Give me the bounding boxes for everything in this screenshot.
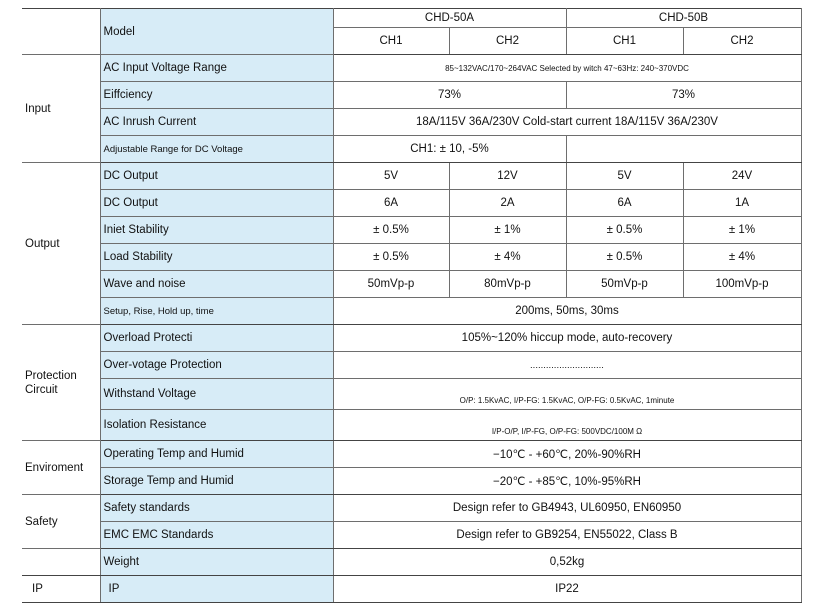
weight-value: 0,52kg [333,549,801,576]
load-stability-b-ch2: ± 4% [683,244,801,271]
setup-time-label: Setup, Rise, Hold up, time [100,298,333,325]
dc-output-voltage-a-ch2: 12V [449,163,566,190]
inrush-label: AC Inrush Current [100,109,333,136]
a-ch1-header: CH1 [333,28,449,55]
setup-time-value: 200ms, 50ms, 30ms [333,298,801,325]
overload-label: Overload Protecti [100,325,333,352]
model-b-header: CHD-50B [566,9,801,28]
inrush-value: 18A/115V 36A/230V Cold-start current 18A/115V 36A/230V [333,109,801,136]
adjustable-a-value: CH1: ± 10, -5% [333,136,566,163]
efficiency-b-value: 73% [566,82,801,109]
ac-input-voltage-value: 85~132VAC/170~264VAC Selected by witch 47~63Hz: 240~370VDC [333,55,801,82]
op-temp-label: Operating Temp and Humid [100,441,333,468]
dc-output-voltage-b-ch2: 24V [683,163,801,190]
a-ch2-header: CH2 [449,28,566,55]
section-environment: Enviroment [22,441,100,495]
wave-noise-b-ch1: 50mVp-p [566,271,683,298]
load-stability-b-ch1: ± 0.5% [566,244,683,271]
storage-temp-label: Storage Temp and Humid [100,468,333,495]
overvoltage-value: ............................ [333,352,801,379]
section-ip: IP [22,576,100,603]
adjustable-label: Adjustable Range for DC Voltage [100,136,333,163]
section-output: Output [22,163,100,325]
line-stability-b-ch1: ± 0.5% [566,217,683,244]
wave-noise-b-ch2: 100mVp-p [683,271,801,298]
b-ch2-header: CH2 [683,28,801,55]
weight-blank-cell [22,549,100,576]
safety-std-label: Safety standards [100,495,333,522]
adjustable-b-value [566,136,801,163]
isolation-label: Isolation Resistance [100,410,333,441]
dc-output-voltage-b-ch1: 5V [566,163,683,190]
section-input: Input [22,55,100,163]
line-stability-a-ch2: ± 1% [449,217,566,244]
overload-value: 105%~120% hiccup mode, auto-recovery [333,325,801,352]
section-protection: Protection Circuit [22,325,100,441]
dc-output-current-label: DC Output [100,190,333,217]
withstand-value: O/P: 1.5KvAC, I/P-FG: 1.5KvAC, O/P-FG: 0.5KvAC, 1minute [333,379,801,410]
dc-output-current-b-ch2: 1A [683,190,801,217]
emc-std-label: EMC EMC Standards [100,522,333,549]
efficiency-a-value: 73% [333,82,566,109]
load-stability-a-ch1: ± 0.5% [333,244,449,271]
model-a-header: CHD-50A [333,9,566,28]
safety-std-value: Design refer to GB4943, UL60950, EN60950 [333,495,801,522]
load-stability-label: Load Stability [100,244,333,271]
dc-output-current-a-ch1: 6A [333,190,449,217]
section-safety: Safety [22,495,100,549]
efficiency-label: Eiffciency [100,82,333,109]
wave-noise-a-ch1: 50mVp-p [333,271,449,298]
ac-input-voltage-label: AC Input Voltage Range [100,55,333,82]
spec-table [22,8,802,603]
line-stability-label: Iniet Stability [100,217,333,244]
withstand-label: Withstand Voltage [100,379,333,410]
weight-label: Weight [100,549,333,576]
storage-temp-value: −20℃ - +85℃, 10%-95%RH [333,468,801,495]
op-temp-value: −10℃ - +60℃, 20%-90%RH [333,441,801,468]
ip-value: IP22 [333,576,801,603]
dc-output-voltage-label: DC Output [100,163,333,190]
isolation-value: I/P-O/P, I/P-FG, O/P-FG: 500VDC/100M Ω [333,410,801,441]
wave-noise-label: Wave and noise [100,271,333,298]
load-stability-a-ch2: ± 4% [449,244,566,271]
wave-noise-a-ch2: 80mVp-p [449,271,566,298]
dc-output-current-a-ch2: 2A [449,190,566,217]
b-ch1-header: CH1 [566,28,683,55]
line-stability-a-ch1: ± 0.5% [333,217,449,244]
dc-output-current-b-ch1: 6A [566,190,683,217]
line-stability-b-ch2: ± 1% [683,217,801,244]
model-label: Model [100,9,333,55]
ip-label: IP [100,576,333,603]
overvoltage-label: Over-votage Protection [100,352,333,379]
dc-output-voltage-a-ch1: 5V [333,163,449,190]
emc-std-value: Design refer to GB9254, EN55022, Class B [333,522,801,549]
header-blank-cell [22,9,100,55]
